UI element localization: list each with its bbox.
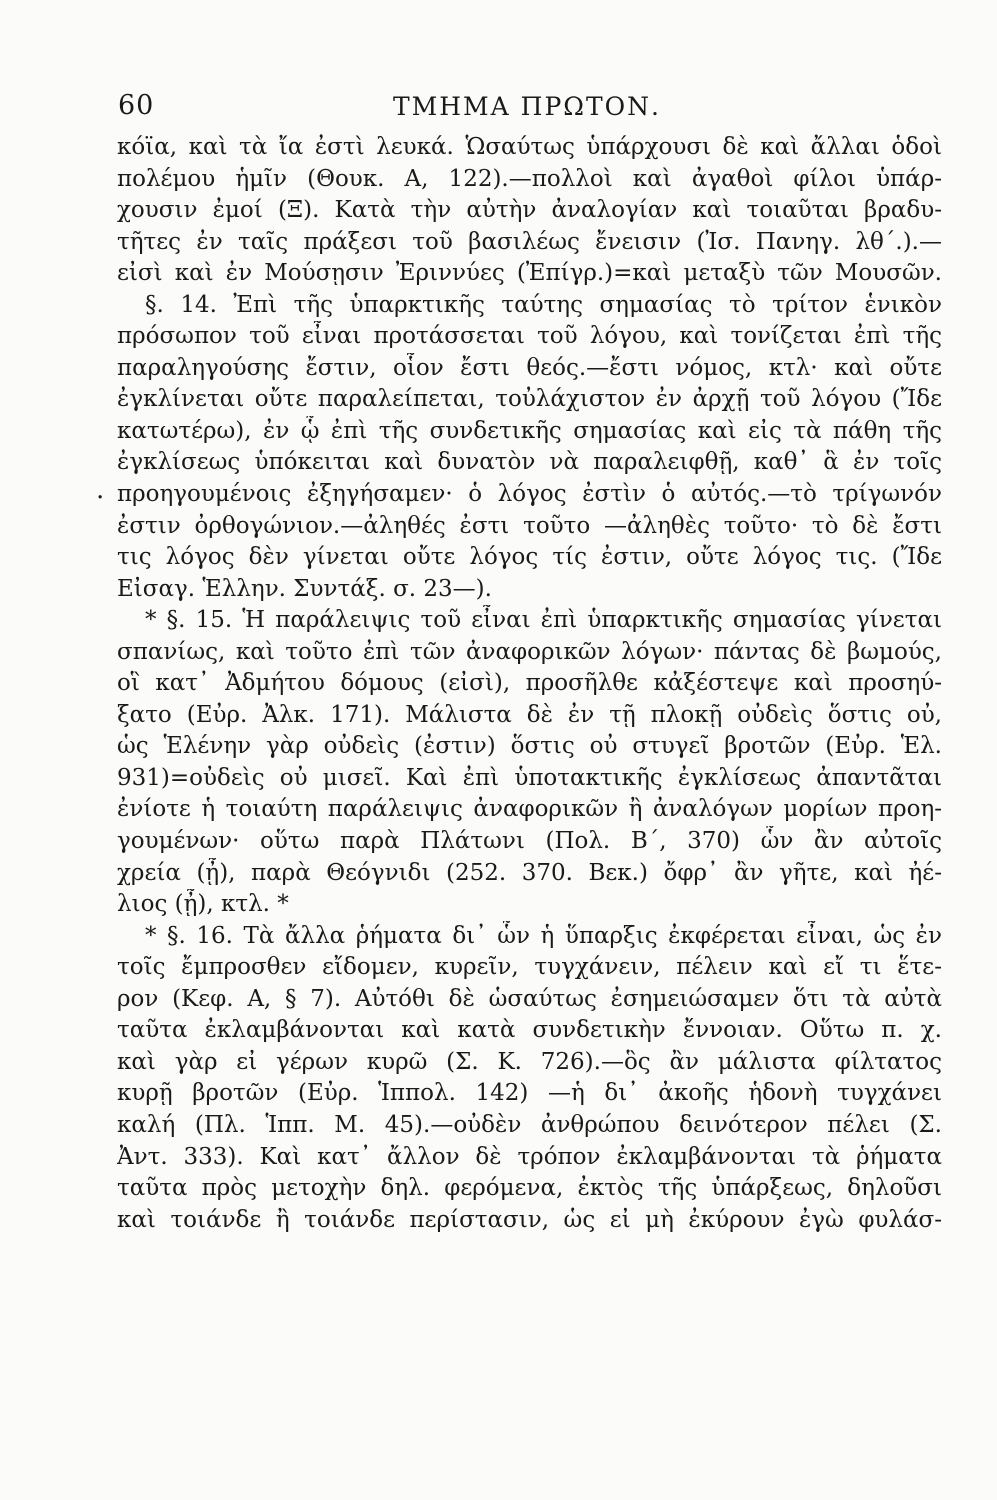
text-line: προηγουμένοις ἐξηγήσαμεν· ὁ λόγος ἐστὶν ὁ αὐτός.—τὸ τρίγωνόν <box>117 481 942 508</box>
text-line: 931)=οὐδεὶς οὐ μισεῖ. Καὶ ἐπὶ ὑποτακτικῆς ἐγκλίσεως ἀπαντᾶται <box>117 764 942 791</box>
text-line: πολέμου ἡμῖν (Θουκ. Α, 122).—πολλοὶ καὶ ἀγαθοὶ φίλοι ὑπάρ- <box>117 165 942 192</box>
header-title: ΤΜΗΜΑ ΠΡΩΤΟΝ. <box>392 92 662 121</box>
text-line: ταῦτα πρὸς μετοχὴν δηλ. φερόμενα, ἐκτὸς τῆς ὑπάρξεως, δηλοῦσι <box>117 1175 942 1202</box>
text-line: ξατο (Εὐρ. Ἀλκ. 171). Μάλιστα δὲ ἐν τῇ πλοκῇ οὐδεὶς ὅστις οὐ, <box>117 701 942 728</box>
text-line: καὶ τοιάνδε ἢ τοιάνδε περίστασιν, ὡς εἰ μὴ ἐκύρουν ἐγὼ φυλάσ- <box>117 1206 942 1233</box>
text-line: οἳ κατ᾽ Ἀδμήτου δόμους (εἰσὶ), προσῆλθε κἀξέστεψε καὶ προσηύ- <box>117 670 942 697</box>
text-line: ρον (Κεφ. Α, § 7). Αὐτόθι δὲ ὡσαύτως ἐσημειώσαμεν ὅτι τὰ αὐτὰ <box>117 985 942 1012</box>
text-line: εἰσὶ καὶ ἐν Μούσῃσιν Ἐριννύες (Ἐπίγρ.)=καὶ μεταξὺ τῶν Μουσῶν. <box>117 260 942 287</box>
text-line: καὶ γὰρ εἰ γέρων κυρῶ (Σ. Κ. 726).—ὃς ἂν μάλιστα φίλτατος <box>117 1048 942 1075</box>
section-16-start: * §. 16. Τὰ ἄλλα ῥήματα δι᾽ ὧν ἡ ὕπαρξις ἐκφέρεται εἶναι, ὡς ἐν <box>145 922 942 949</box>
text-line: ἐστιν ὀρθογώνιον.—ἀληθές ἐστι τοῦτο —ἀληθὲς τοῦτο· τὸ δὲ ἔστι <box>117 512 942 539</box>
page-number: 60 <box>118 90 155 121</box>
text-line: ταῦτα ἐκλαμβάνονται καὶ κατὰ συνδετικὴν ἔννοιαν. Οὕτω π. χ. <box>117 1017 942 1044</box>
body-text <box>117 132 942 1472</box>
text-line: κατωτέρω), ἐν ᾧ ἐπὶ τῆς συνδετικῆς σημασίας καὶ εἰς τὰ πάθη τῆς <box>117 417 942 444</box>
text-line: ὡς Ἑλένην γὰρ οὐδεὶς (ἐστιν) ὅστις οὐ στυγεῖ βροτῶν (Εὐρ. Ἑλ. <box>117 733 942 760</box>
margin-mark: . <box>96 475 105 505</box>
text-line: ἐνίοτε ἡ τοιαύτη παράλειψις ἀναφορικῶν ἢ ἀναλόγων μορίων προη- <box>117 796 942 823</box>
text-line: Εἰσαγ. Ἑλλην. Συντάξ. σ. 23—). <box>117 575 492 602</box>
text-line: τοῖς ἔμπροσθεν εἴδομεν, κυρεῖν, τυγχάνειν, πέλειν καὶ εἴ τι ἕτε- <box>117 954 942 981</box>
running-head <box>112 84 942 124</box>
text-line: κυρῇ βροτῶν (Εὐρ. Ἱππολ. 142) —ἡ δι᾽ ἀκοῆς ἡδονὴ τυγχάνει <box>117 1080 942 1107</box>
section-15-start: * §. 15. Ἡ παράλειψις τοῦ εἶναι ἐπὶ ὑπαρκτικῆς σημασίας γίνεται <box>145 607 942 634</box>
text-line: ἐγκλίνεται οὔτε παραλείπεται, τοὐλάχιστον ἐν ἀρχῇ τοῦ λόγου (Ἴδε <box>117 386 942 413</box>
text-line: καλή (Πλ. Ἱππ. Μ. 45).—οὐδὲν ἀνθρώπου δεινότερον πέλει (Σ. <box>117 1111 942 1138</box>
section-14-start: §. 14. Ἐπὶ τῆς ὑπαρκτικῆς ταύτης σημασίας τὸ τρίτον ἑνικὸν <box>145 291 942 318</box>
text-line: χουσιν ἐμοί (Ξ). Κατὰ τὴν αὐτὴν ἀναλογίαν καὶ τοιαῦται βραδυ- <box>117 197 942 224</box>
text-line: λιος (ᾖ), κτλ. * <box>117 891 289 918</box>
text-line: γουμένων· οὕτω παρὰ Πλάτωνι (Πολ. Β΄, 370) ὧν ἂν αὐτοῖς <box>117 828 942 855</box>
text-line: παραληγούσης ἔστιν, οἷον ἔστι θεός.—ἔστι νόμος, κτλ· καὶ οὔτε <box>117 354 942 381</box>
text-line: χρεία (ᾖ), παρὰ Θεόγνιδι (252. 370. Βεκ.) ὄφρ᾽ ἂν γῆτε, καὶ ἠέ- <box>117 859 942 886</box>
text-line: τῆτες ἐν ταῖς πράξεσι τοῦ βασιλέως ἔνεισιν (Ἰσ. Πανηγ. λθ΄.).— <box>117 228 942 255</box>
text-line: σπανίως, καὶ τοῦτο ἐπὶ τῶν ἀναφορικῶν λόγων· πάντας δὲ βωμούς, <box>117 638 942 665</box>
text-line: κόϊα, καὶ τὰ ἴα ἐστὶ λευκά. Ὡσαύτως ὑπάρχουσι δὲ καὶ ἄλλαι ὁδοὶ <box>117 134 942 160</box>
text-line: τις λόγος δὲν γίνεται οὔτε λόγος τίς ἐστιν, οὔτε λόγος τις. (Ἴδε <box>117 544 942 571</box>
text-line: Ἀντ. 333). Καὶ κατ᾽ ἄλλον δὲ τρόπον ἐκλαμβάνονται τὰ ῥήματα <box>117 1143 942 1170</box>
text-line: ἐγκλίσεως ὑπόκειται καὶ δυνατὸν νὰ παραλειφθῇ, καθ᾽ ἃ ἐν τοῖς <box>117 449 942 476</box>
text-line: πρόσωπον τοῦ εἶναι προτάσσεται τοῦ λόγου, καὶ τονίζεται ἐπὶ τῆς <box>117 323 942 350</box>
